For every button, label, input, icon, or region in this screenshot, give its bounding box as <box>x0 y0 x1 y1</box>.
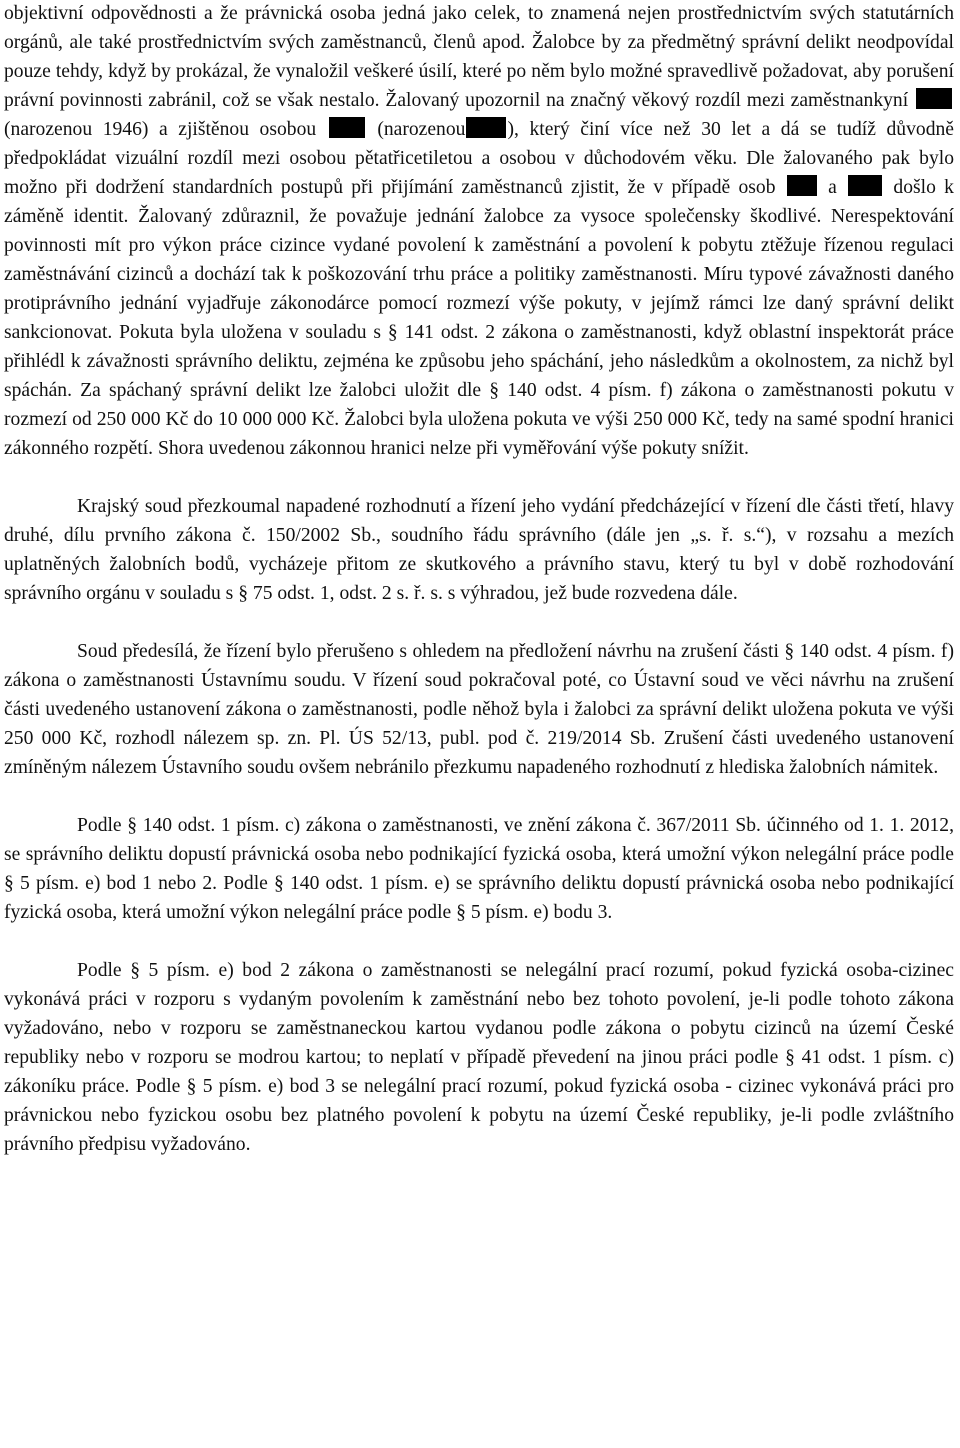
paragraph-5: Podle § 5 písm. e) bod 2 zákona o zaměstnanosti se nelegální prací rozumí, pokud fyzická osoba-cizinec vykonává práci v rozporu s vydaným povolením k zaměstnání nebo bez tohoto povolení, je-li podle tohoto zákona vyžadováno, nebo v rozporu se zaměstnaneckou kartou vydanou podle zákona o pobytu cizinců na území České republiky nebo v rozporu se modrou kartou; to neplatí v případě převedení na jinou práci podle § 41 odst. 1 písm. c) zákoníku práce. Podle § 5 písm. e) bod 3 se nelegální prací rozumí, pokud fyzická osoba - cizinec vykonává práci pro právnickou nebo fyzickou osobu bez platného povolení k pobytu na území České republiky, je-li podle zvláštního právního předpisu vyžadováno. <box>4 960 954 1155</box>
redaction-block <box>848 175 882 196</box>
paragraph-1-text-a: objektivní odpovědnosti a že právnická osoba jedná jako celek, to znamená nejen prostřednictvím svých statutárních orgánů, ale také prostřednictvím svých zaměstnanců, členů apod. Žalobce by za předmětný správní delikt neodpovídal pouze tehdy, když by prokázal, že vynaložil veškeré úsilí, které po něm bylo možné spravedlivě požadovat, aby porušení právní povinnosti zabránil, což se však nestalo. Žalovaný upozornil na značný věkový rozdíl mezi zaměstnankyní <box>4 3 954 111</box>
redaction-block <box>916 88 952 109</box>
paragraph-1-text-d: ), který činí více než 30 let a dá se tudíž důvodně předpokládat vizuální rozdíl mezi osobou pětatřicetiletou a osobou v důchodovém věku. Dle žalovaného pak bylo možno při dodržení standardních postupů při přijímání zaměstnanců zjistit, že v případě osob <box>4 119 954 198</box>
paragraph-1 <box>4 0 954 463</box>
paragraph-1-text-e: a <box>828 177 837 198</box>
paragraph-1-text-f: došlo k záměně identit. Žalovaný zdůraznil, že považuje jednání žalobce za vysoce společensky škodlivé. Nerespektování povinnosti mít pro výkon práce cizince vydané povolení k zaměstnání a povolení k pobytu ztěžuje řízenou regulaci zaměstnávání cizinců a dochází tak k poškozování trhu práce a politiky zaměstnanosti. Míru typové závažnosti daného protiprávního jednání vyjadřuje zákonodárce pomocí rozmezí výše pokuty, v jejímž rámci lze daný správní delikt sankcionovat. Pokuta byla uložena v souladu s § 141 odst. 2 zákona o zaměstnanosti, když oblastní inspektorát práce přihlédl k závažnosti správního deliktu, zejména ke způsobu jeho spáchání, jeho následkům a okolnostem, za nichž byl spáchán. Za spáchaný správní delikt lze žalobci uložit dle § 140 odst. 4 písm. f) zákona o zaměstnanosti pokutu v rozmezí od 250 000 Kč do 10 000 000 Kč. Žalobci byla uložena pokuta ve výši 250 000 Kč, tedy na samé spodní hranici zákonného rozpětí. Shora uvedenou zákonnou hranici nelze při vyměřování výše pokuty snížit. <box>4 177 954 459</box>
paragraph-4: Podle § 140 odst. 1 písm. c) zákona o zaměstnanosti, ve znění zákona č. 367/2011 Sb. účinného od 1. 1. 2012, se správního deliktu dopustí právnická osoba nebo podnikající fyzická osoba, která umožní výkon nelegální práce podle § 5 písm. e) bod 1 nebo 2. Podle § 140 odst. 1 písm. e) se správního deliktu dopustí právnická osoba nebo podnikající fyzická osoba, která umožní výkon nelegální práce podle § 5 písm. e) bodu 3. <box>4 815 954 923</box>
redaction-block <box>329 117 365 138</box>
document-page <box>4 0 954 1159</box>
paragraph-gap <box>4 927 954 956</box>
redaction-block <box>787 175 817 196</box>
paragraph-3: Soud předesílá, že řízení bylo přerušeno s ohledem na předložení návrhu na zrušení části § 140 odst. 4 písm. f) zákona o zaměstnanosti Ústavnímu soudu. V řízení soud pokračoval poté, co Ústavní soud ve věci návrhu na zrušení části uvedeného ustanovení zákona o zaměstnanosti, podle něhož byla i žalobci za správní delikt uložena pokuta ve výši 250 000 Kč, rozhodl nálezem sp. zn. Pl. ÚS 52/13, publ. pod č. 219/2014 Sb. Zrušení části uvedeného ustanovení zmíněným nálezem Ústavního soudu ovšem nebránilo přezkumu napadeného rozhodnutí z hlediska žalobních námitek. <box>4 641 954 778</box>
paragraph-gap <box>4 463 954 492</box>
paragraph-1-text-c: (narozenou <box>377 119 466 140</box>
redaction-block <box>466 117 506 138</box>
paragraph-1-text-b: (narozenou 1946) a zjištěnou osobou <box>4 119 317 140</box>
paragraph-gap <box>4 608 954 637</box>
paragraph-gap <box>4 782 954 811</box>
paragraph-2: Krajský soud přezkoumal napadené rozhodnutí a řízení jeho vydání předcházející v řízení dle části třetí, hlavy druhé, dílu prvního zákona č. 150/2002 Sb., soudního řádu správního (dále jen „s. ř. s.“), v rozsahu a mezích uplatněných žalobních bodů, vycházeje přitom ze skutkového a právního stavu, který tu byl v době rozhodování správního orgánu v souladu s § 75 odst. 1, odst. 2 s. ř. s. s výhradou, jež bude rozvedena dále. <box>4 496 954 604</box>
